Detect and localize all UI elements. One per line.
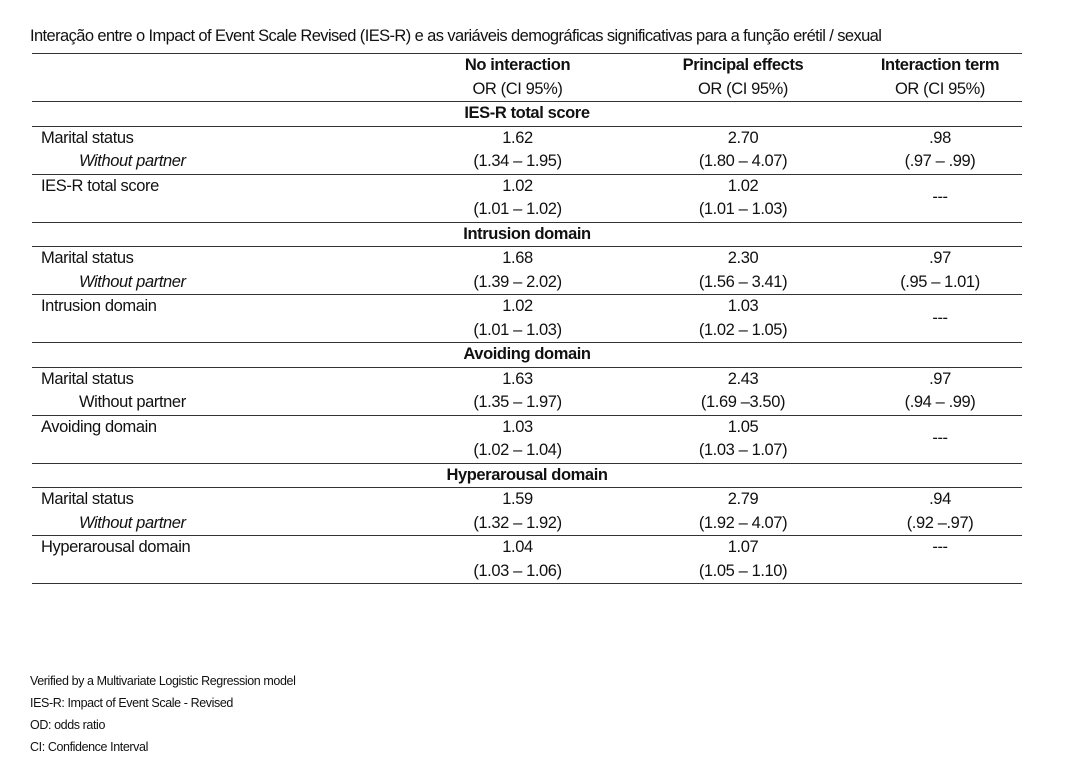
section-title: IES-R total score (32, 102, 1022, 127)
cell-principal: 2.30 (628, 247, 858, 271)
section-title-row (32, 222, 1022, 247)
row-label: Marital status (32, 247, 407, 271)
cell-interaction: .97 (858, 247, 1022, 271)
cell-principal: 2.79 (628, 488, 858, 512)
row-label: Intrusion domain (32, 295, 407, 319)
section-title: Avoiding domain (32, 343, 1022, 368)
row-label: IES-R total score (32, 174, 407, 198)
note-line: CI: Confidence Interval (30, 740, 148, 754)
section-title-row (32, 343, 1022, 368)
cell-no-interaction: (1.39 – 2.02) (473, 272, 562, 291)
results-table (32, 53, 1022, 584)
header-row (32, 54, 1022, 78)
table-row (32, 512, 1022, 536)
col-header-interaction-term: Interaction term (858, 54, 1022, 78)
cell-no-interaction: 1.59 (407, 488, 628, 512)
cell-interaction: .98 (858, 126, 1022, 150)
cell-no-interaction: 1.62 (407, 126, 628, 150)
table-row (32, 367, 1022, 391)
cell-interaction: .97 (858, 367, 1022, 391)
cell-principal: 2.43 (628, 367, 858, 391)
cell-no-interaction: (1.02 – 1.04) (473, 441, 562, 459)
cell-principal: (1.03 – 1.07) (698, 441, 788, 459)
row-label: Marital status (32, 367, 407, 391)
cell-principal: (1.02 – 1.05) (698, 320, 788, 339)
cell-no-interaction: 1.63 (407, 367, 628, 391)
row-label: Without partner (79, 393, 186, 411)
section-title-row (32, 102, 1022, 127)
note-line: OD: odds ratio (30, 718, 105, 732)
table-row (32, 536, 1022, 560)
cell-no-interaction: 1.03 (407, 415, 628, 439)
row-label: Without partner (79, 272, 186, 291)
note-line: Verified by a Multivariate Logistic Regression model (30, 674, 296, 688)
cell-principal: 1.02 (628, 174, 858, 198)
subheader-or-ci: OR (CI 95%) (894, 79, 986, 98)
cell-interaction: (.95 – 1.01) (900, 272, 980, 291)
cell-no-interaction: 1.02 (407, 295, 628, 319)
table-row (32, 126, 1022, 150)
subheader-or-ci: OR (CI 95%) (472, 79, 563, 98)
row-label: Avoiding domain (32, 415, 407, 439)
row-label: Without partner (79, 513, 186, 532)
note-line: IES-R: Impact of Event Scale - Revised (30, 696, 233, 710)
row-label: Marital status (32, 126, 407, 150)
cell-interaction: (.94 – .99) (904, 393, 976, 411)
cell-no-interaction: 1.68 (407, 247, 628, 271)
cell-no-interaction: (1.01 – 1.03) (473, 320, 562, 339)
table-caption: Interação entre o Impact of Event Scale Revised (IES-R) e as variáveis demográficas significativas para a função erétil / sexual (30, 27, 882, 45)
cell-no-interaction: (1.01 – 1.02) (473, 200, 562, 218)
col-header-no-interaction: No interaction (407, 54, 628, 78)
cell-no-interaction: (1.03 – 1.06) (407, 560, 628, 584)
cell-principal: (1.56 – 3.41) (698, 272, 788, 291)
col-header-principal-effects: Principal effects (628, 54, 858, 78)
cell-no-interaction: 1.04 (407, 536, 628, 560)
cell-principal: 1.05 (628, 415, 858, 439)
subheader-or-ci: OR (CI 95%) (697, 79, 789, 98)
cell-interaction: (.97 – .99) (904, 152, 976, 170)
cell-no-interaction: (1.32 – 1.92) (473, 513, 562, 532)
table-row (32, 247, 1022, 271)
cell-principal: 1.07 (628, 536, 858, 560)
row-label: Marital status (32, 488, 407, 512)
cell-no-interaction: (1.35 – 1.97) (473, 393, 562, 411)
row-label: Hyperarousal domain (32, 536, 407, 560)
table-row (32, 391, 1022, 415)
section-title: Intrusion domain (32, 222, 1022, 247)
cell-interaction: --- (858, 415, 1022, 463)
cell-principal: (1.92 – 4.07) (698, 513, 788, 532)
cell-principal: (1.01 – 1.03) (698, 200, 788, 218)
cell-principal: (1.69 –3.50) (700, 393, 786, 411)
cell-interaction: --- (858, 536, 1022, 560)
row-label (32, 319, 407, 343)
cell-interaction (858, 560, 1022, 584)
table-notes (30, 670, 295, 758)
cell-principal: (1.05 – 1.10) (628, 560, 858, 584)
cell-principal: 2.70 (628, 126, 858, 150)
cell-no-interaction: 1.02 (407, 174, 628, 198)
cell-principal: 1.03 (628, 295, 858, 319)
table-row (32, 295, 1022, 319)
row-label: Without partner (79, 152, 186, 170)
cell-principal: (1.80 – 4.07) (698, 152, 788, 170)
row-label (32, 560, 407, 584)
table-row (32, 415, 1022, 439)
cell-interaction: (.92 –.97) (906, 513, 974, 532)
section-title-row (32, 463, 1022, 488)
cell-no-interaction: (1.34 – 1.95) (473, 152, 562, 170)
row-label (32, 198, 407, 222)
table-row (32, 150, 1022, 174)
table-row (32, 174, 1022, 198)
table-row (32, 488, 1022, 512)
cell-interaction: .94 (858, 488, 1022, 512)
table-row (32, 271, 1022, 295)
table-row (32, 560, 1022, 584)
row-label (32, 439, 407, 463)
subheader-row (32, 78, 1022, 102)
cell-interaction: --- (858, 295, 1022, 343)
section-title: Hyperarousal domain (32, 463, 1022, 488)
cell-interaction: --- (858, 174, 1022, 222)
